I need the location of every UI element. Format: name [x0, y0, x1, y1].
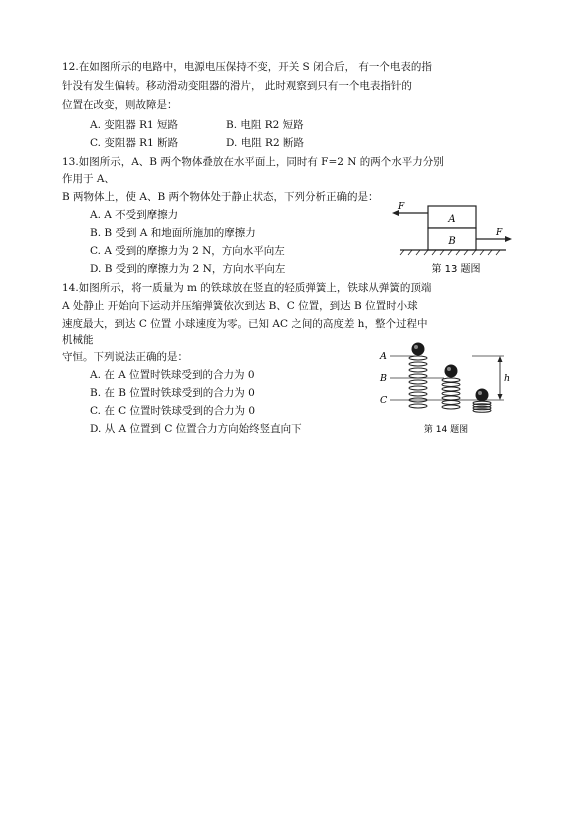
spring-fully-compressed [473, 401, 491, 412]
q14-option-a: A. 在 A 位置时铁球受到的合力为 0 [90, 369, 255, 381]
q14-caption: 第 14 题图 [423, 425, 469, 435]
q13-figure [388, 200, 518, 278]
arrowhead-right-icon [505, 236, 512, 242]
q14-figure [376, 340, 516, 440]
q12-line-2: 针没有发生偏转。移动滑动变阻器的滑片， 此时观察到只有一个电表指针的 [62, 80, 412, 92]
q14-line-2: A 处静止 开始向下运动并压缩弹簧依次到达 B、C 位置，到达 B 位置时小球 [62, 300, 418, 312]
height-label: h [504, 373, 511, 384]
q13-line-3: B 两物体上，使 A、B 两个物体处于静止状态，下列分析正确的是： [62, 191, 379, 203]
q13-line-2: 作用于 A、 [62, 173, 115, 185]
q14-line-4: 机械能 [62, 334, 94, 346]
q13-option-b: B. B 受到 A 和地面所施加的摩擦力 [90, 227, 256, 239]
iron-ball-at-a [412, 343, 425, 356]
q14-line-1: 14.如图所示，将一质量为 m 的铁球放在竖直的轻质弹簧上，铁球从弹簧的顶端 [62, 282, 432, 294]
q13-option-a: A. A 不受到摩擦力 [90, 209, 179, 221]
q12-line-3: 位置在改变，则故障是： [62, 99, 178, 111]
q14-line-5: 守恒。下列说法正确的是： [62, 351, 188, 363]
q12-option-d: D. 电阻 R2 断路 [226, 137, 304, 149]
block-b-label: B [448, 236, 456, 247]
ground-hatching [400, 250, 500, 255]
arrowhead-up-icon [498, 356, 503, 362]
arrowhead-down-icon [498, 394, 503, 400]
q12-option-a: A. 变阻器 R1 短路 [90, 119, 179, 131]
iron-ball-at-b [445, 365, 458, 378]
q13-option-d: D. B 受到的摩擦力为 2 N，方向水平向左 [90, 263, 286, 275]
q14-option-b: B. 在 B 位置时铁球受到的合力为 0 [90, 387, 255, 399]
force-left-label: F [398, 202, 405, 212]
spring-partly-compressed [442, 378, 460, 409]
q14-option-c: C. 在 C 位置时铁球受到的合力为 0 [90, 405, 256, 417]
block-a-label: A [448, 214, 456, 225]
q14-option-d: D. 从 A 位置到 C 位置合力方向始终竖直向下 [90, 423, 302, 435]
force-right-label: F [496, 228, 503, 238]
q12-option-b: B. 电阻 R2 短路 [226, 119, 304, 131]
position-c-label: C [380, 395, 388, 406]
q13-caption: 第 13 题图 [431, 264, 481, 275]
position-a-label: A [380, 351, 387, 362]
q13-line-1: 13.如图所示，A、B 两个物体叠放在水平面上，同时有 F=2 N 的两个水平力分别 [62, 156, 444, 168]
q14-line-3: 速度最大，到达 C 位置 小球速度为零。已知 AC 之间的高度差 h，整个过程中 [62, 318, 428, 330]
q12-line-1: 12.在如图所示的电路中，电源电压保持不变，开关 S 闭合后， 有一个电表的指 [62, 61, 432, 73]
q12-option-c: C. 变阻器 R1 断路 [90, 137, 179, 149]
position-b-label: B [380, 373, 387, 384]
q13-option-c: C. A 受到的摩擦力为 2 N，方向水平向左 [90, 245, 285, 257]
iron-ball-at-c [476, 389, 489, 402]
